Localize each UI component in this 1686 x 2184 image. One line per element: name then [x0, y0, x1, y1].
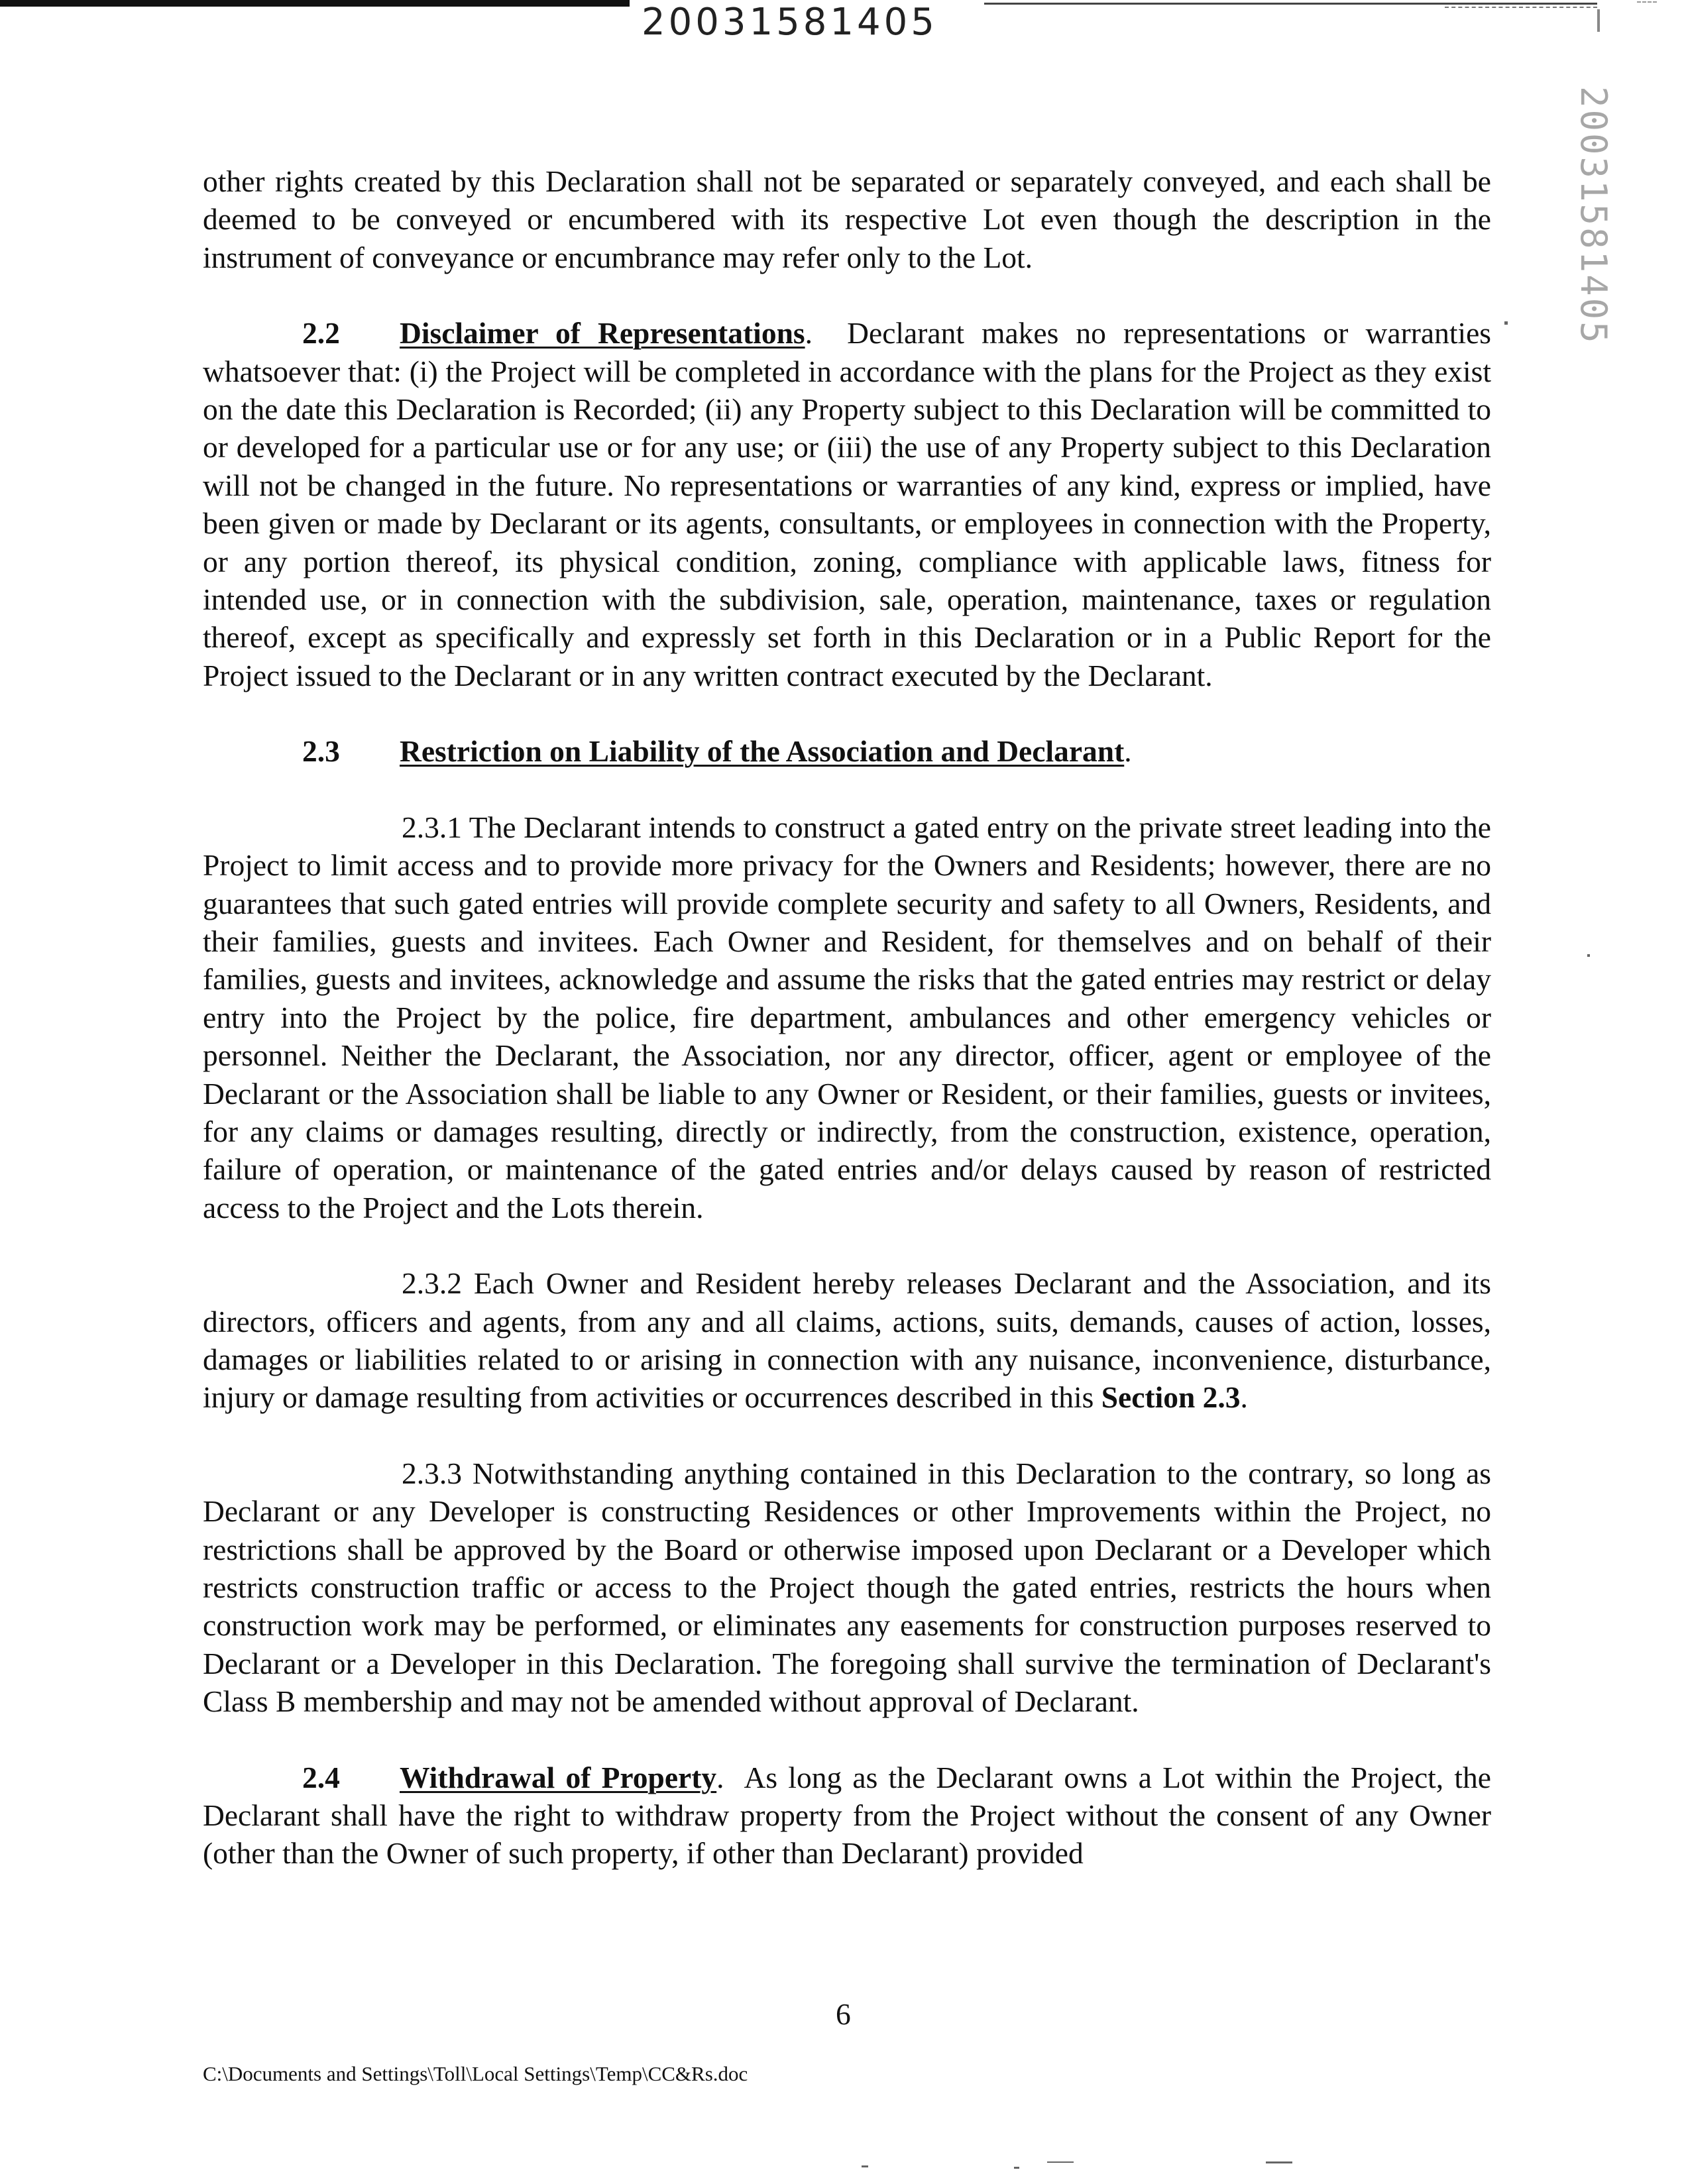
- scan-speck: [1266, 2161, 1292, 2163]
- corner-mark-dash: [1637, 1, 1657, 3]
- scan-speck: [1587, 954, 1590, 957]
- paragraph-continuation: [203, 162, 1491, 276]
- document-number: 20031581405: [642, 1, 938, 44]
- document-body: [203, 162, 1491, 1873]
- corner-mark: [1597, 9, 1600, 32]
- subsection-text: 2.3.1 The Declarant intends to construct a gated entry on the private street leading into the Project to limit access and to provide more privacy for the Owners and Residents; however, there are no guarantees that such gated entries will provide complete security and safety to all Owners, Residents, and their families, guests and invitees. Each Owner and Resident, for themselves and on behalf of their families, guests and invitees, acknowledge and assume the risks that the gated entries may restrict or delay entry into the Project by the police, fire department, ambulances and other emergency vehicles or personnel. Neither the Declarant, the Association, nor any director, officer, agent or employee of the Declarant or the Association shall be liable to any Owner or Resident, or their families, guests or invitees, for any claims or damages resulting, directly or indirectly, from the construction, existence, operation, failure of operation, or maintenance of the gated entries and/or delays caused by reason of restricted access to the Project and the Lots therein.: [203, 810, 1491, 1225]
- top-rule-right: [984, 3, 1597, 5]
- scan-speck: [862, 2165, 868, 2167]
- sentence-period: .: [1240, 1380, 1248, 1415]
- paragraph-text: other rights created by this Declaration shall not be separated or separately conveyed, and each shall be deemed to be conveyed or encumbered with its respective Lot even though the description in the instrument of conveyance or encumbrance may refer only to the Lot.: [203, 164, 1491, 274]
- top-rule-dash: [1445, 7, 1597, 8]
- side-stamp-number: 20031581405: [1573, 86, 1614, 345]
- section-title: Restriction on Liability of the Association and Declarant: [400, 734, 1125, 769]
- subsection-text: 2.3.3 Notwithstanding anything contained in this Declaration to the contrary, so long as Declarant or any Developer is constructing Residences or other Improvements within the Project, no restrictions shall be approved by the Board or otherwise imposed upon Declarant or a Developer which restricts construction traffic or access to the Project though the gated entries, restricts the hours when construction work may be performed, or eliminates any easements for construction purposes reserved to Declarant or a Developer in this Declaration. The foregoing shall survive the termination of Declarant's Class B membership and may not be amended without approval of Declarant.: [203, 1456, 1491, 1719]
- section-2-2: [203, 314, 1491, 694]
- subsection-2-3-3: [203, 1454, 1491, 1721]
- page-number: 6: [836, 1997, 851, 2031]
- top-rule-left: [0, 0, 630, 7]
- scan-speck: [1504, 321, 1508, 325]
- subsection-2-3-2: [203, 1264, 1491, 1417]
- title-period: .: [805, 316, 813, 351]
- subsection-2-3-1: [203, 808, 1491, 1227]
- section-reference: Section 2.3: [1101, 1380, 1241, 1415]
- section-2-3: [203, 732, 1491, 770]
- subsection-text: 2.3.2 Each Owner and Resident hereby releases Declarant and the Association, and its directors, officers and agents, from any and all claims, actions, suits, demands, causes of action, losses, damages or liabilities related to or arising in connection with any nuisance, inconvenience, disturbance, injury or damage resulting from activities or occurrences described in this: [203, 1266, 1491, 1415]
- section-number: 2.2: [302, 316, 340, 351]
- title-period: .: [1124, 734, 1132, 769]
- section-title: Disclaimer of Representations: [400, 316, 805, 351]
- scan-speck: [1047, 2161, 1074, 2163]
- section-number: 2.4: [302, 1760, 340, 1794]
- title-period: .: [716, 1760, 724, 1794]
- scan-speck: [1014, 2167, 1019, 2169]
- section-title: Withdrawal of Property: [400, 1760, 717, 1794]
- section-2-4: [203, 1759, 1491, 1873]
- side-stamp: [1563, 86, 1636, 345]
- section-text: Declarant makes no representations or warranties whatsoever that: (i) the Project will be completed in accordance with the plans for the Project as they exist on the date this Declaration is Recorded; (ii) any Property subject to this Declaration will be committed to or developed for a particular use or for any use; or (iii) the use of any Property subject to this Declaration will not be changed in the future. No representations or warranties of any kind, express or implied, have been given or made by Declarant or its agents, consultants, or employees in connection with the Property, or any portion thereof, its physical condition, zoning, compliance with applicable laws, fitness for intended use, or in connection with the subdivision, sale, operation, maintenance, taxes or regulation thereof, except as specifically and expressly set forth in this Declaration or in a Public Report for the Project issued to the Declarant or in any written contract executed by the Declarant.: [203, 316, 1491, 692]
- section-text: As long as the Declarant owns a Lot within the Project, the Declarant shall have the right to withdraw property from the Project without the consent of any Owner (other than the Owner of such property, if other than Declarant) provided: [203, 1760, 1491, 1871]
- section-number: 2.3: [302, 734, 340, 769]
- footer-file-path: C:\Documents and Settings\Toll\Local Settings\Temp\CC&Rs.doc: [203, 2062, 748, 2085]
